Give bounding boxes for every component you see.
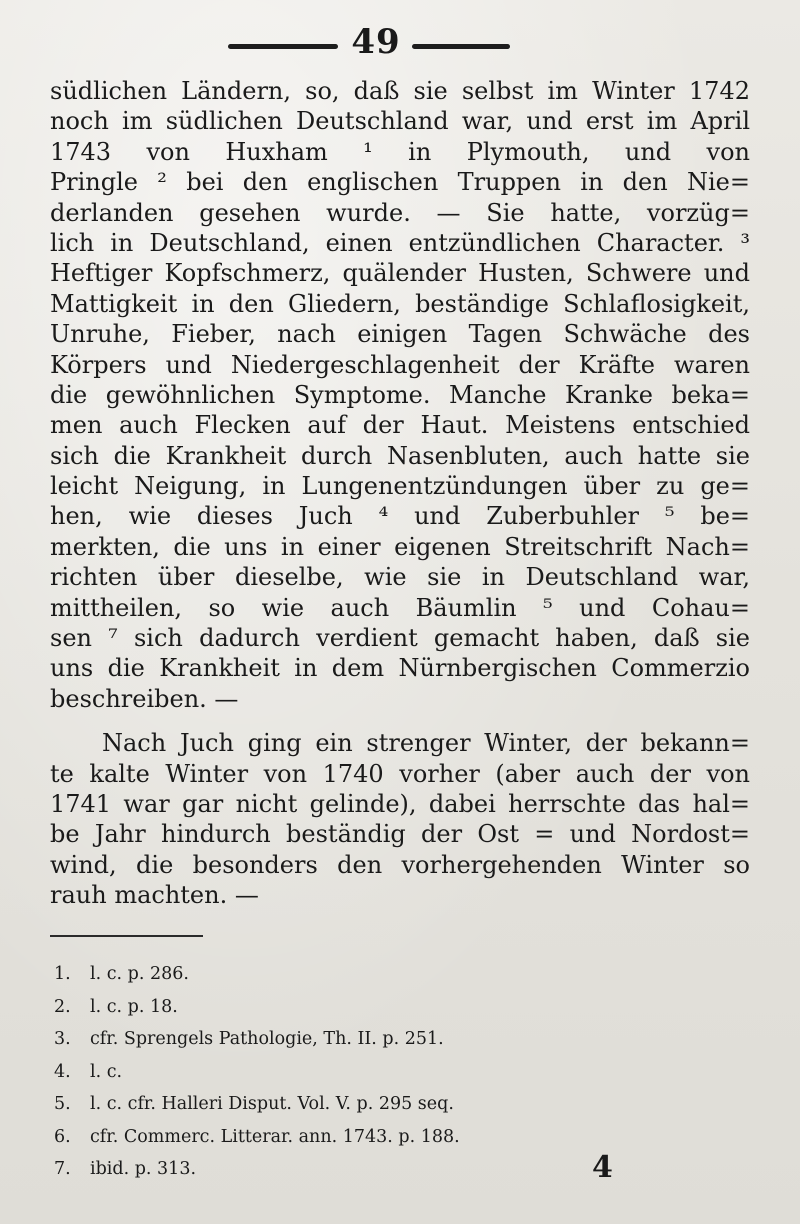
footnote-text: l. c. p. 18. xyxy=(90,996,178,1017)
text-line: hen, wie dieses Juch ⁴ und Zuberbuhler ⁵ be= xyxy=(50,502,750,531)
footnote-text: cfr. Sprengels Pathologie, Th. II. p. 251. xyxy=(90,1029,444,1049)
text-line: Mattigkeit in den Gliedern, beständige Schlaflosigkeit, xyxy=(50,289,750,318)
text-line: noch im südlichen Deutschland war, und erst im April xyxy=(50,107,750,136)
footnote-text: l. c. p. 286. xyxy=(90,964,189,984)
text-line: rauh machten. — xyxy=(50,881,259,910)
text-line: mittheilen, so wie auch Bäumlin ⁵ und Cohau= xyxy=(50,593,750,622)
text-line: te kalte Winter von 1740 vorher (aber auch der von xyxy=(50,759,750,788)
footnote-number: 3. xyxy=(54,1029,71,1049)
footnote-number: 6. xyxy=(54,1126,71,1147)
footnotes xyxy=(54,958,614,1186)
text-line: leicht Neigung, in Lungenentzündungen über zu ge= xyxy=(50,472,750,501)
text-line: lich in Deutschland, einen entzündlichen Character. ³ xyxy=(50,228,750,257)
footnote-text: ibid. p. 313. xyxy=(90,1159,197,1179)
text-line: uns die Krankheit in dem Nürnbergischen Commerzio xyxy=(50,654,750,683)
text-line: be Jahr hindurch beständig der Ost = und Nordost= xyxy=(50,820,750,849)
footnote-number: 7. xyxy=(54,1159,71,1179)
text-line: Pringle ² bei den englischen Truppen in den Nie= xyxy=(50,168,750,197)
footnote xyxy=(54,1056,614,1089)
signature-mark: 4 xyxy=(592,1150,613,1185)
footnote-number: 5. xyxy=(54,1094,71,1114)
text-line: sen ⁷ sich dadurch verdient gemacht haben, daß sie xyxy=(50,624,750,653)
page-number: 49 xyxy=(351,22,401,62)
footnote xyxy=(54,1153,614,1186)
text-line: derlanden gesehen wurde. — Sie hatte, vorzüg= xyxy=(50,198,750,227)
text-line: die gewöhnlichen Symptome. Manche Kranke beka= xyxy=(50,380,750,409)
footnote-number: 2. xyxy=(54,996,71,1017)
footnote-separator xyxy=(50,935,203,937)
footnote-number: 1. xyxy=(54,964,71,984)
paragraph-1 xyxy=(50,76,750,714)
header-rule-right xyxy=(412,44,510,49)
text-line: südlichen Ländern, so, daß sie selbst im Winter 1742 xyxy=(50,77,750,105)
text-line: 1743 von Huxham ¹ in Plymouth, und von xyxy=(50,137,750,166)
header-rule-left xyxy=(228,44,338,49)
footnote xyxy=(54,958,614,991)
text-line: Nach Juch ging ein strenger Winter, der bekann= xyxy=(102,729,750,758)
page-header xyxy=(0,22,800,72)
text-line: Unruhe, Fieber, nach einigen Tagen Schwäche des xyxy=(50,320,750,349)
text-line: richten über dieselbe, wie sie in Deutschland war, xyxy=(50,563,750,592)
text-line: merkten, die uns in einer eigenen Streitschrift Nach= xyxy=(50,532,750,561)
text-line: sich die Krankheit durch Nasenbluten, auch hatte sie xyxy=(50,441,750,470)
footnote-number: 4. xyxy=(54,1061,71,1082)
footnote-text: cfr. Commerc. Litterar. ann. 1743. p. 188. xyxy=(90,1126,460,1147)
text-line: beschreiben. — xyxy=(50,684,239,713)
text-line: wind, die besonders den vorhergehenden Winter so xyxy=(50,850,750,879)
text-line: 1741 war gar nicht gelinde), dabei herrschte das hal= xyxy=(50,789,750,818)
footnote-text: l. c. xyxy=(90,1061,123,1082)
footnote xyxy=(54,991,614,1024)
text-line: Heftiger Kopfschmerz, quälender Husten, Schwere und xyxy=(50,259,750,288)
text-line: men auch Flecken auf der Haut. Meistens entschied xyxy=(50,411,750,440)
footnote xyxy=(54,1023,614,1056)
main-text xyxy=(50,76,750,911)
footnote-text: l. c. cfr. Halleri Disput. Vol. V. p. 295 seq. xyxy=(90,1094,454,1114)
footnote xyxy=(54,1121,614,1154)
paragraph-2 xyxy=(50,728,750,910)
text-line: Körpers und Niedergeschlagenheit der Kräfte waren xyxy=(50,350,750,379)
footnote xyxy=(54,1088,614,1121)
